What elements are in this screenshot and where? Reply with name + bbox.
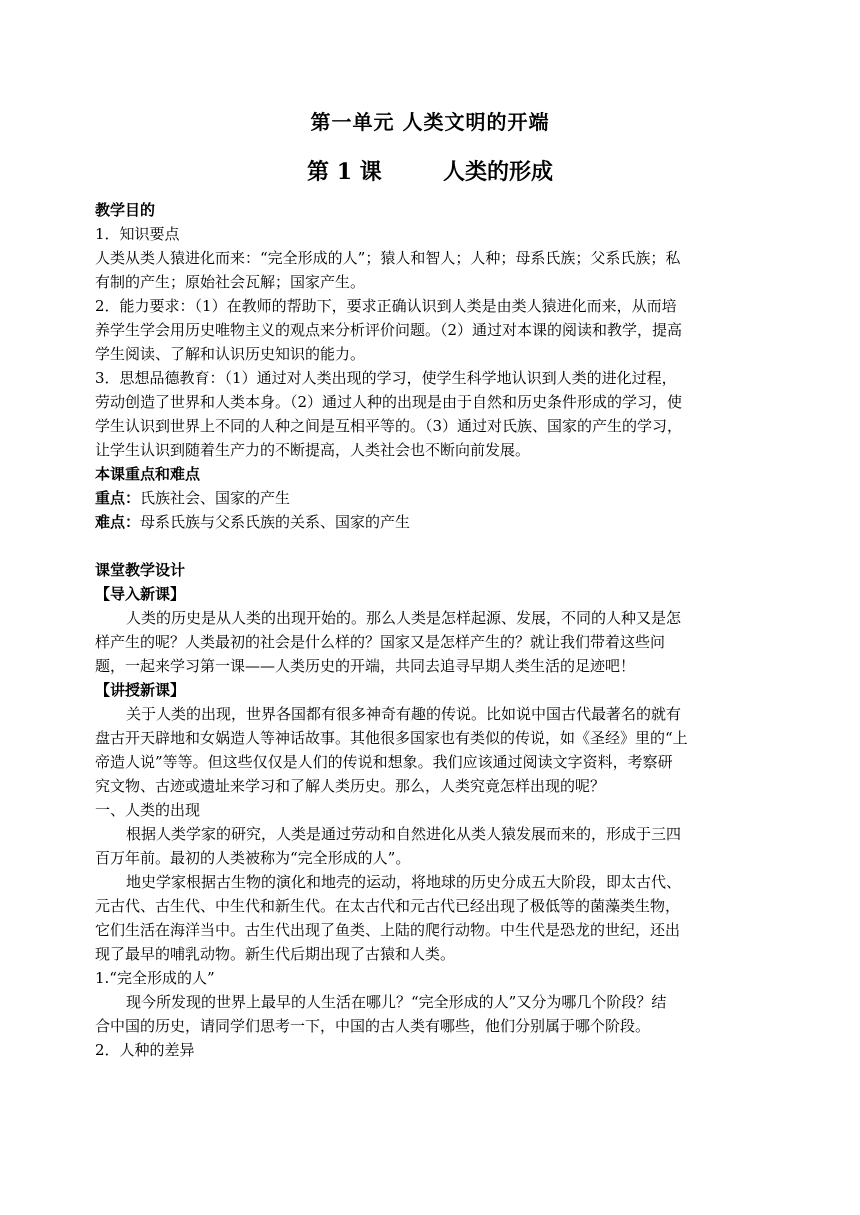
- focus-label: 重点：: [95, 489, 141, 507]
- moral-education-line: 让学生认识到随着生产力的不断提高，人类社会也不断向前发展。: [95, 441, 531, 459]
- key-points-heading: 本课重点和难点: [95, 465, 201, 483]
- moral-education-line: 学生认识到世界上不同的人种之间是互相平等的。（3）通过对氏族、国家的产生的学习，: [95, 417, 683, 435]
- teach-line: 帝造人说”等等。但这些仅仅是人们的传说和想象。我们应该通过阅读文字资料，考察研: [95, 753, 673, 771]
- intro-heading: 【导入新课】: [95, 585, 186, 603]
- ability-line: 学生阅读、了解和认识历史知识的能力。: [95, 345, 366, 363]
- design-heading: 课堂教学设计: [95, 561, 186, 579]
- section-title: 一、人类的出现: [95, 801, 201, 819]
- ability-line: 2．能力要求：（1）在教师的帮助下，要求正确认识到人类是由类人猿进化而来，从而培: [95, 297, 677, 315]
- intro-line: 题，一起来学习第一课——人类历史的开端，共同去追寻早期人类生活的足迹吧！: [95, 657, 636, 675]
- objectives-heading: 教学目的: [95, 201, 156, 219]
- focus-line: [95, 486, 767, 510]
- teach-line: 盘古开天辟地和女娲造人等神话故事。其他很多国家也有类似的传说，如《圣经》里的“上: [95, 729, 688, 747]
- subsection-title: 1.“完全形成的人”: [95, 969, 215, 987]
- section-paragraph-line: 地史学家根据古生物的演化和地壳的运动，将地球的历史分成五大阶段，即太古代、: [126, 873, 682, 891]
- difficulty-text: 母系氏族与父系氏族的关系、国家的产生: [140, 513, 411, 531]
- difficulty-label: 难点：: [95, 513, 141, 531]
- difficulty-line: [95, 510, 767, 534]
- blank-line: [95, 534, 767, 558]
- moral-education-line: 劳动创造了世界和人类本身。（2）通过人种的出现是由于自然和历史条件形成的学习，使: [95, 393, 683, 411]
- subsection-title: 2．人种的差异: [95, 1041, 195, 1059]
- focus-text: 氏族社会、国家的产生: [140, 489, 291, 507]
- knowledge-points-line: 人类从类人猿进化而来：“完全形成的人”；猿人和智人；人种；母系氏族；父系氏族；私: [95, 249, 681, 267]
- intro-line: 人类的历史是从人类的出现开始的。那么人类是怎样起源、发展，不同的人种又是怎: [126, 609, 682, 627]
- moral-education-line: 3．思想品德教育：（1）通过对人类出现的学习，使学生科学地认识到人类的进化过程，: [95, 369, 677, 387]
- section-paragraph-line: 根据人类学家的研究，人类是通过劳动和自然进化从类人猿发展而来的，形成于三四: [126, 825, 682, 843]
- lesson-title: 第 1 课 人类的形成: [307, 159, 553, 185]
- teach-line: 究文物、古迹或遗址来学习和了解人类历史。那么，人类究竟怎样出现的呢？: [95, 777, 606, 795]
- knowledge-points-title: 1．知识要点: [95, 225, 180, 243]
- teach-heading: 【讲授新课】: [95, 681, 186, 699]
- document-body: [95, 198, 767, 1062]
- unit-title: 第一单元 人类文明的开端: [310, 110, 550, 134]
- section-paragraph-line: 百万年前。最初的人类被称为“完全形成的人”。: [95, 849, 411, 867]
- ability-line: 养学生学会用历史唯物主义的观点来分析评价问题。（2）通过对本课的阅读和教学，提高: [95, 321, 683, 339]
- teach-line: 关于人类的出现，世界各国都有很多神奇有趣的传说。比如说中国古代最著名的就有: [126, 705, 682, 723]
- intro-line: 样产生的呢？人类最初的社会是什么样的？国家又是怎样产生的？就让我们带着这些问: [95, 633, 666, 651]
- subsection-line: 现今所发现的世界上最早的人生活在哪儿？“完全形成的人”又分为哪几个阶段？结: [126, 993, 667, 1011]
- section-paragraph-line: 现了最早的哺乳动物。新生代后期出现了古猿和人类。: [95, 945, 456, 963]
- section-paragraph-line: 它们生活在海洋当中。古生代出现了鱼类、上陆的爬行动物。中生代是恐龙的世纪，还出: [95, 921, 681, 939]
- knowledge-points-line: 有制的产生；原始社会瓦解；国家产生。: [95, 273, 366, 291]
- subsection-line: 合中国的历史，请同学们思考一下，中国的古人类有哪些，他们分别属于哪个阶段。: [95, 1017, 651, 1035]
- section-paragraph-line: 元古代、古生代、中生代和新生代。在太古代和元古代已经出现了极低等的菌藻类生物，: [95, 897, 681, 915]
